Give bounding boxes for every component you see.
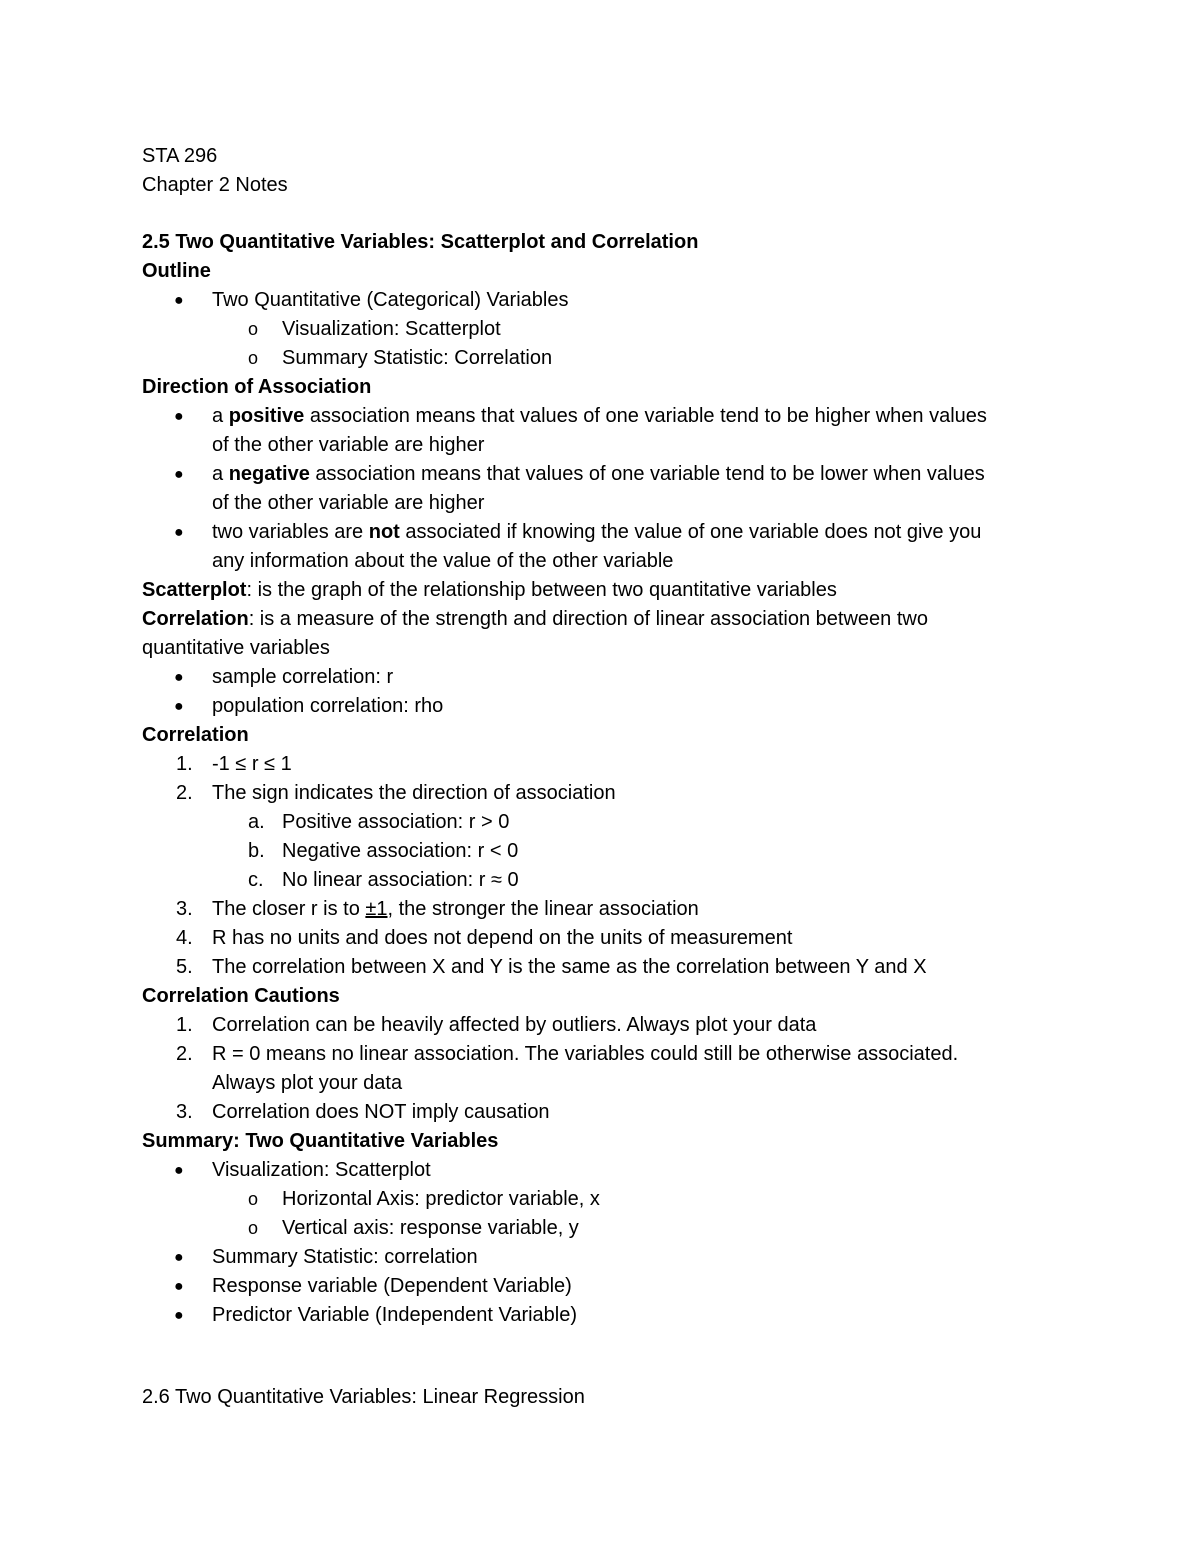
chapter-title: Chapter 2 Notes <box>142 174 288 196</box>
numbered-item: 2. R = 0 means no linear association. The variables could still be otherwise associated. <box>176 1043 959 1065</box>
list-item: o Vertical axis: response variable, y <box>142 1214 1052 1243</box>
bullet-icon: ● <box>174 1307 184 1324</box>
summary-heading: Summary: Two Quantitative Variables <box>142 1130 499 1152</box>
circle-bullet-icon: o <box>248 1218 259 1238</box>
correlation-definition-continuation: quantitative variables <box>142 637 330 659</box>
list-item: ● Visualization: Scatterplot <box>142 1156 1052 1185</box>
bullet-icon: ● <box>174 1249 184 1266</box>
circle-bullet-icon: o <box>248 1189 259 1209</box>
bullet-icon: ● <box>174 1278 184 1295</box>
numbered-item: 2. The sign indicates the direction of association <box>176 782 616 804</box>
bullet-icon: ● <box>174 524 184 541</box>
scatterplot-definition: Scatterplot: is the graph of the relationship between two quantitative variables <box>142 579 837 601</box>
circle-bullet-icon: o <box>248 348 259 368</box>
list-item: ● Two Quantitative (Categorical) Variables <box>142 286 1052 315</box>
numbered-item: 1. -1 ≤ r ≤ 1 <box>176 753 292 775</box>
section-title: 2.5 Two Quantitative Variables: Scatterplot and Correlation <box>142 231 699 253</box>
list-item-continuation: any information about the value of the other variable <box>212 550 674 572</box>
numbered-item: 1. Correlation can be heavily affected by outliers. Always plot your data <box>176 1014 817 1036</box>
cautions-heading: Correlation Cautions <box>142 985 340 1007</box>
list-item: o Horizontal Axis: predictor variable, x <box>142 1185 1052 1214</box>
notes-body <box>142 142 1052 1330</box>
list-item: ● a positive association means that values of one variable tend to be higher when values <box>142 402 1052 431</box>
bullet-icon: ● <box>174 466 184 483</box>
list-item-continuation: of the other variable are higher <box>212 434 485 456</box>
bullet-icon: ● <box>174 669 184 686</box>
list-item: ● population correlation: rho <box>142 692 1052 721</box>
list-item: ● Response variable (Dependent Variable) <box>142 1272 1052 1301</box>
spacer <box>142 200 1052 228</box>
numbered-item-continuation: Always plot your data <box>212 1072 403 1094</box>
list-item-continuation: of the other variable are higher <box>212 492 485 514</box>
list-item: o Visualization: Scatterplot <box>142 315 1052 344</box>
bullet-icon: ● <box>174 292 184 309</box>
lettered-item: b. Negative association: r < 0 <box>248 840 519 862</box>
list-item: ● sample correlation: r <box>142 663 1052 692</box>
numbered-item: 3. Correlation does NOT imply causation <box>176 1101 550 1123</box>
course-code: STA 296 <box>142 145 218 167</box>
outline-heading: Outline <box>142 260 211 282</box>
list-item: ● Predictor Variable (Independent Variable) <box>142 1301 1052 1330</box>
bullet-icon: ● <box>174 698 184 715</box>
numbered-item: 5. The correlation between X and Y is the same as the correlation between Y and X <box>176 956 927 978</box>
circle-bullet-icon: o <box>248 319 259 339</box>
bullet-icon: ● <box>174 408 184 425</box>
lettered-item: c. No linear association: r ≈ 0 <box>248 869 519 891</box>
list-item: ● two variables are not associated if knowing the value of one variable does not give you <box>142 518 1052 547</box>
correlation-heading: Correlation <box>142 724 249 746</box>
list-item: ● Summary Statistic: correlation <box>142 1243 1052 1272</box>
numbered-item: 4. R has no units and does not depend on the units of measurement <box>176 927 793 949</box>
numbered-item: 3. The closer r is to ±1, the stronger the linear association <box>176 898 699 920</box>
correlation-definition: Correlation: is a measure of the strength and direction of linear association between two <box>142 608 928 630</box>
list-item: o Summary Statistic: Correlation <box>142 344 1052 373</box>
next-section-title: 2.6 Two Quantitative Variables: Linear Regression <box>142 1386 585 1408</box>
lettered-item: a. Positive association: r > 0 <box>248 811 510 833</box>
bullet-icon: ● <box>174 1162 184 1179</box>
direction-heading: Direction of Association <box>142 376 372 398</box>
list-item: ● a negative association means that values of one variable tend to be lower when values <box>142 460 1052 489</box>
